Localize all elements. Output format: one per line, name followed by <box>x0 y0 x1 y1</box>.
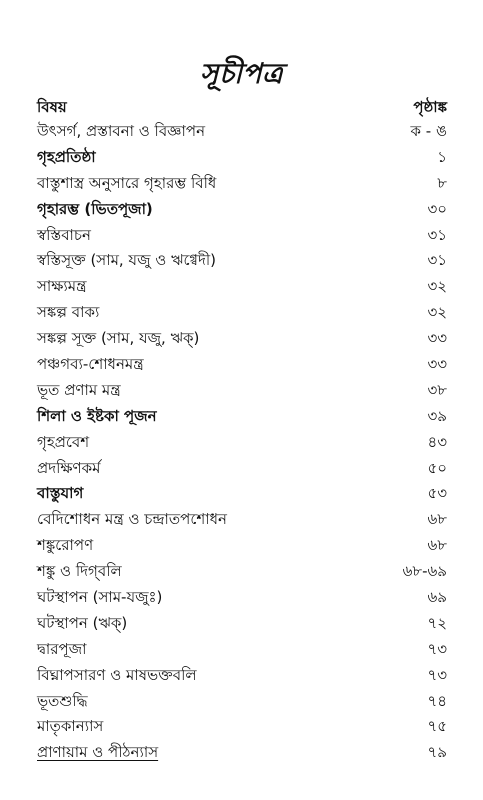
toc-entry-page: ৩৩ <box>427 355 447 374</box>
toc-entry-title: ভূতশুদ্ধি <box>37 691 88 710</box>
toc-entry <box>37 456 447 482</box>
toc-entry-page: ৬৯ <box>427 588 447 607</box>
toc-entry-title: সাক্ষ্যমন্ত্র <box>37 277 87 296</box>
toc-entry <box>37 559 447 585</box>
table-of-contents <box>37 119 447 766</box>
toc-entry-title: ঘটস্থাপন (সাম-যজুঃ) <box>37 588 163 607</box>
toc-entry <box>37 663 447 689</box>
toc-entry <box>37 274 447 300</box>
toc-entry-title: গৃহারম্ভ (ভিতপূজা) <box>37 199 153 218</box>
toc-entry-title: প্রদক্ষিণকর্ম <box>37 458 101 477</box>
toc-entry-title: বাস্তুশাস্ত্র অনুসারে গৃহারম্ভ বিধি <box>37 173 217 192</box>
toc-entry <box>37 740 447 766</box>
toc-entry-page: ৩১ <box>427 225 447 244</box>
toc-entry-title: মাতৃকান্যাস <box>37 717 104 736</box>
toc-entry <box>37 714 447 740</box>
toc-entry-title: সঙ্কল্প বাক্য <box>37 303 100 322</box>
toc-entry <box>37 223 447 249</box>
toc-entry <box>37 145 447 171</box>
toc-entry-page: ৭৩ <box>427 639 447 658</box>
toc-entry <box>37 533 447 559</box>
toc-entry-page: ৩২ <box>427 303 447 322</box>
toc-entry-page: ৩৩ <box>427 329 447 348</box>
toc-entry-page: ৭৪ <box>427 691 447 710</box>
toc-entry-title: উৎসর্গ, প্রস্তাবনা ও বিজ্ঞাপন <box>37 122 206 140</box>
toc-entry-page: ৭৩ <box>427 665 447 684</box>
toc-entry-title: ঘটস্থাপন (ঋক্) <box>37 613 128 632</box>
toc-entry-title: স্বস্তিবাচন <box>37 225 91 244</box>
toc-entry-page: ৩০ <box>427 199 447 218</box>
toc-entry-title: গৃহপ্রবেশ <box>37 432 90 451</box>
toc-entry <box>37 119 447 145</box>
toc-entry <box>37 404 447 430</box>
toc-entry <box>37 326 447 352</box>
toc-entry-title: স্বস্তিসূক্ত (সাম, যজু ও ঋগ্বেদী) <box>37 251 216 270</box>
toc-entry-page: ৩৯ <box>427 406 447 425</box>
toc-entry-title: সঙ্কল্প সূক্ত (সাম, যজু, ঋক্) <box>37 329 200 348</box>
toc-entry-page: ৬৮ <box>427 536 447 555</box>
toc-entry-title: ভূত প্রণাম মন্ত্র <box>37 380 121 399</box>
toc-entry-page: ৫৩ <box>427 484 447 503</box>
toc-entry-title: বিঘ্নাপসারণ ও মাষভক্তবলি <box>37 665 197 684</box>
toc-entry <box>37 378 447 404</box>
toc-entry-page: ৭২ <box>427 613 447 632</box>
toc-entry <box>37 352 447 378</box>
toc-entry <box>37 171 447 197</box>
toc-entry <box>37 430 447 456</box>
toc-entry <box>37 585 447 611</box>
toc-entry-page: ৭৯ <box>427 743 447 762</box>
toc-entry-page: ৬৮-৬৯ <box>402 562 447 581</box>
toc-entry-page: ৩৮ <box>427 380 447 399</box>
toc-entry-title: শিলা ও ইষ্টকা পূজন <box>37 406 157 425</box>
toc-entry <box>37 507 447 533</box>
toc-entry-title: প্রাণায়াম ও পীঠন্যাস <box>37 743 159 762</box>
toc-entry-page: ৪৩ <box>427 432 447 451</box>
toc-entry-page: ৩১ <box>427 251 447 270</box>
toc-entry-title: বাস্তুযাগ <box>37 484 84 503</box>
toc-entry-title: বেদিশোধন মন্ত্র ও চন্দ্রাতপশোধন <box>37 510 227 529</box>
toc-entry-page: ৮ <box>437 173 447 192</box>
toc-entry-title: গৃহপ্রতিষ্ঠা <box>37 147 96 166</box>
toc-header <box>37 96 447 118</box>
toc-entry <box>37 481 447 507</box>
toc-entry-title: শঙ্কু ও দিগ্‌বলি <box>37 562 122 581</box>
toc-entry <box>37 637 447 663</box>
subject-column-header: বিষয় <box>37 98 67 116</box>
toc-entry <box>37 248 447 274</box>
toc-entry <box>37 300 447 326</box>
toc-entry <box>37 611 447 637</box>
toc-entry-page: ৫০ <box>427 458 447 477</box>
toc-entry-page: ১ <box>437 147 447 166</box>
page-title: সূচীপত্র <box>199 57 284 90</box>
toc-entry <box>37 197 447 223</box>
toc-entry-title: পঞ্চগব্য-শোধনমন্ত্র <box>37 355 144 374</box>
page-column-header: পৃষ্ঠাঙ্ক <box>413 98 447 116</box>
toc-entry-page: ক - ঙ <box>410 122 447 140</box>
toc-entry-title: শঙ্কুরোপণ <box>37 536 94 555</box>
toc-entry-page: ৭৫ <box>427 717 447 736</box>
toc-entry-page: ৬৮ <box>427 510 447 529</box>
toc-entry-title: দ্বারপূজা <box>37 639 87 658</box>
toc-entry <box>37 689 447 715</box>
toc-entry-page: ৩২ <box>427 277 447 296</box>
